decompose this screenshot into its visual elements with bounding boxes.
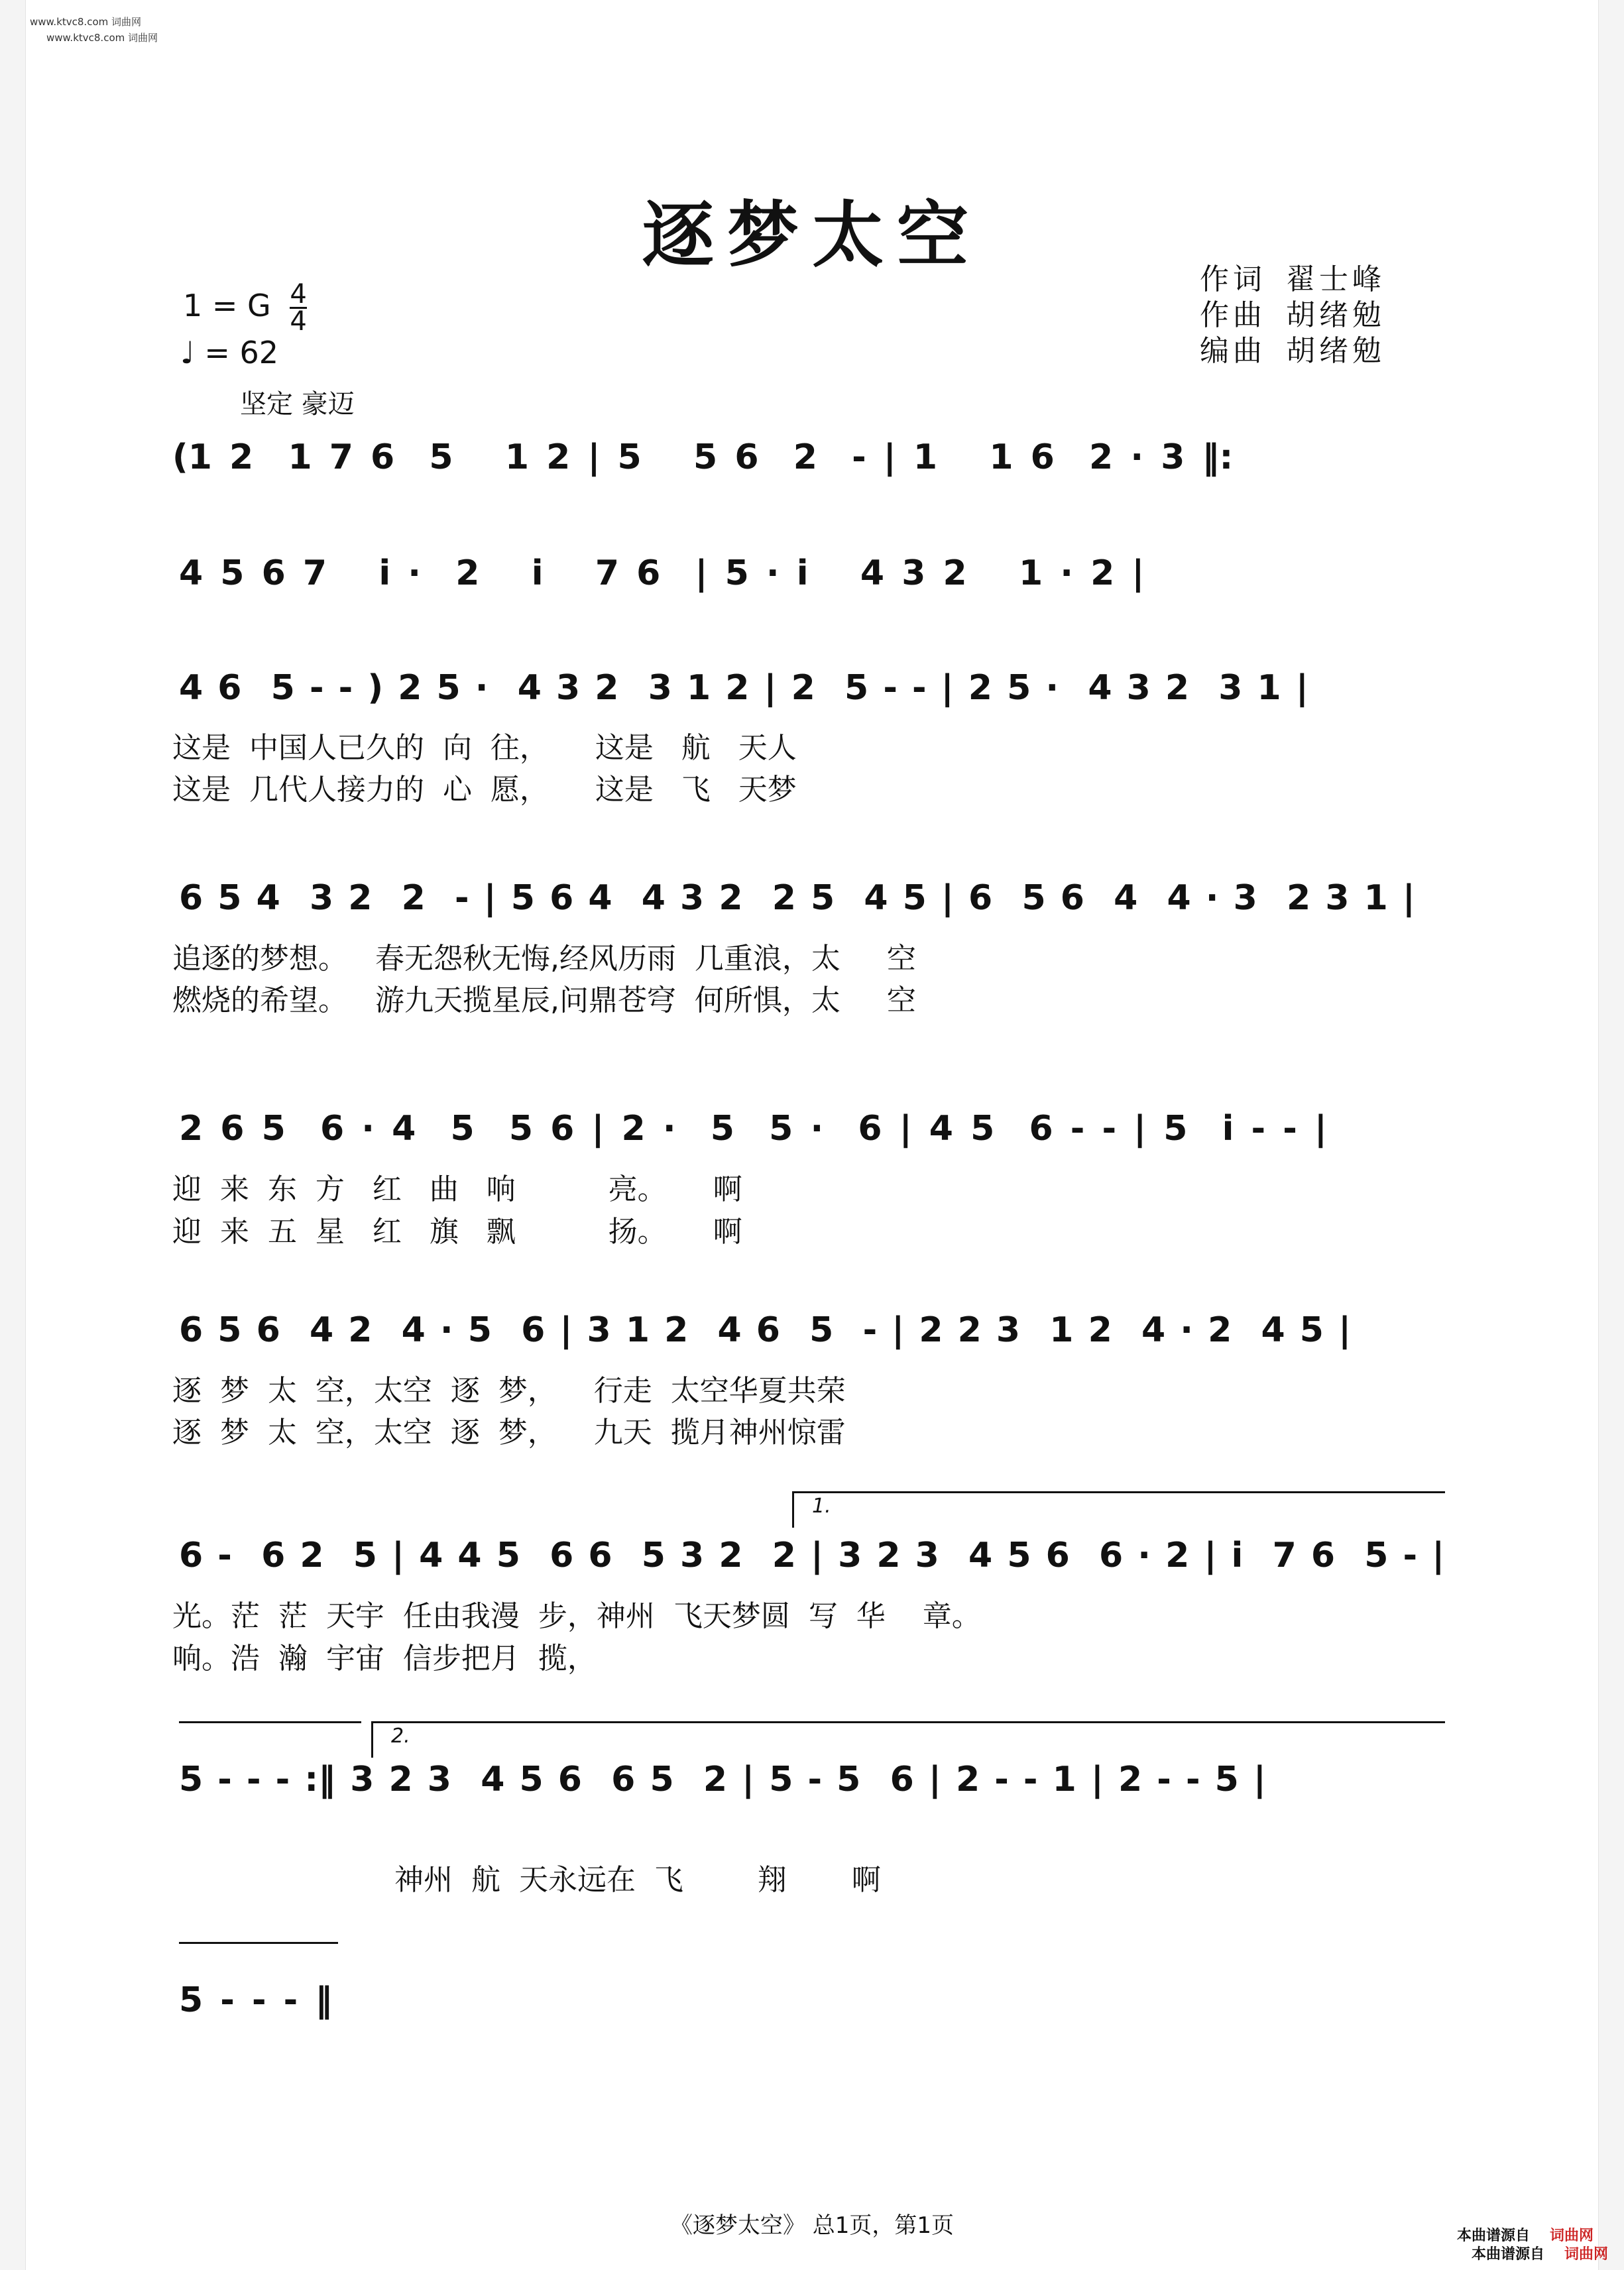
source-stamp: 本曲谱源自	[1472, 2246, 1545, 2263]
lyric-verse-1: 迎 来 东 方 红 曲 响 亮。 啊	[172, 1172, 742, 1206]
volta-bracket	[179, 1942, 338, 1944]
credit-arranger	[1200, 333, 1385, 369]
credit-role: 作曲	[1200, 298, 1266, 332]
notation-text: (1 2 1 7 6 5 1 2 | 5 5 6 2 - | 1 1 6 2 · 3 ‖:	[172, 437, 1234, 477]
notation-line	[172, 1532, 1452, 1579]
notation-line	[172, 1977, 1452, 2023]
expression-marking: 坚定 豪迈	[240, 389, 355, 420]
key-signature	[183, 279, 307, 337]
notation-text: 5 - - - :‖ 3 2 3 4 5 6 6 5 2 | 5 - 5 6 | 2 - - 1 | 2 - - 5 |	[179, 1760, 1266, 1799]
credit-composer	[1200, 298, 1385, 333]
notation-line	[172, 1307, 1452, 1353]
lyric-verse-1: 这是 中国人已久的 向 往， 这是 航 天人	[172, 731, 797, 765]
volta-bracket-edge	[792, 1491, 794, 1528]
credit-name: 胡绪勉	[1286, 298, 1385, 332]
song-title: 逐梦太空	[642, 194, 982, 277]
site-logo: 词曲网	[1550, 2228, 1594, 2244]
watermark-text: www.ktvc8.com 词曲网	[30, 16, 142, 28]
lyric-verse-2: 这是 几代人接力的 心 愿， 这是 飞 天梦	[172, 773, 797, 807]
credit-name: 胡绪勉	[1286, 334, 1385, 368]
right-watermark-strip	[1598, 0, 1624, 2270]
site-logo: 词曲网	[1564, 2246, 1609, 2263]
notation-line	[172, 665, 1452, 711]
notation-text: 6 5 4 3 2 2 - | 5 6 4 4 3 2 2 5 4 5 | 6 5 6 4 4 · 3 2 3 1 |	[179, 878, 1415, 918]
lyric-verse-1: 追逐的梦想。 春无怨秋无悔,经风历雨 几重浪，太 空	[172, 942, 916, 976]
lyric-verse-1: 光。茫 茫 天宇 任由我漫 步，神州 飞天梦圆 写 华 章。	[172, 1599, 981, 1633]
source-stamp: 本曲谱源自	[1457, 2228, 1531, 2244]
credit-name: 翟士峰	[1286, 262, 1385, 296]
volta-bracket-edge	[371, 1721, 373, 1758]
lyric-verse-2: 燃烧的希望。 游九天揽星辰,问鼎苍穹 何所惧，太 空	[172, 984, 916, 1017]
notation-line	[172, 550, 1452, 596]
credit-role: 编曲	[1200, 334, 1266, 368]
lyric-verse-2: 响。浩 瀚 宇宙 信步把月 揽，	[172, 1642, 597, 1675]
watermark-text: www.ktvc8.com 词曲网	[46, 32, 158, 44]
credits	[1200, 262, 1385, 369]
tempo-marking	[180, 335, 278, 370]
volta-bracket	[792, 1491, 1445, 1493]
notation-text: 4 5 6 7 i · 2 i 7 6 | 5 · i 4 3 2 1 · 2 |	[179, 553, 1145, 593]
left-watermark-strip	[0, 0, 26, 2270]
quarter-note-icon: ♩	[180, 335, 195, 370]
notation-line	[172, 875, 1452, 921]
lyric-verse-1: 神州 航 天永远在 飞 翔 啊	[394, 1863, 881, 1897]
lyric-verse-2: 迎 来 五 星 红 旗 飘 扬。 啊	[172, 1215, 742, 1249]
lyric-verse-2: 逐 梦 太 空，太空 逐 梦， 九天 揽月神州惊雷	[172, 1416, 846, 1449]
time-numerator: 4	[290, 279, 307, 310]
volta-label: 1.	[812, 1495, 831, 1518]
notation-line	[172, 1106, 1452, 1152]
volta-bracket	[179, 1721, 361, 1723]
time-signature	[290, 279, 307, 337]
key-text: 1 = G	[183, 288, 271, 323]
notation-text: 6 - 6 2 5 | 4 4 5 6 6 5 3 2 2 | 3 2 3 4 5 6 6 · 2 | i 7 6 5 - |	[179, 1536, 1445, 1575]
volta-bracket	[371, 1721, 1445, 1723]
notation-line	[172, 1756, 1452, 1803]
notation-text: 6 5 6 4 2 4 · 5 6 | 3 1 2 4 6 5 - | 2 2 3 1 2 4 · 2 4 5 |	[179, 1310, 1352, 1350]
volta-label: 2.	[391, 1725, 410, 1748]
notation-text: 5 - - - ‖	[179, 1980, 333, 2020]
notation-text: 4 6 5 - - ) 2 5 · 4 3 2 3 1 2 | 2 5 - - | 2 5 · 4 3 2 3 1 |	[179, 668, 1308, 708]
notation-line	[172, 434, 1452, 481]
time-denominator: 4	[290, 306, 307, 337]
page-footer: 《逐梦太空》 总1页，第1页	[669, 2212, 955, 2239]
tempo-text: = 62	[204, 335, 279, 370]
credit-lyricist	[1200, 262, 1385, 298]
notation-text: 2 6 5 6 · 4 5 5 6 | 2 · 5 5 · 6 | 4 5 6 - - | 5 i - - |	[179, 1109, 1327, 1149]
lyric-verse-1: 逐 梦 太 空，太空 逐 梦， 行走 太空华夏共荣	[172, 1374, 846, 1408]
credit-role: 作词	[1200, 262, 1266, 296]
